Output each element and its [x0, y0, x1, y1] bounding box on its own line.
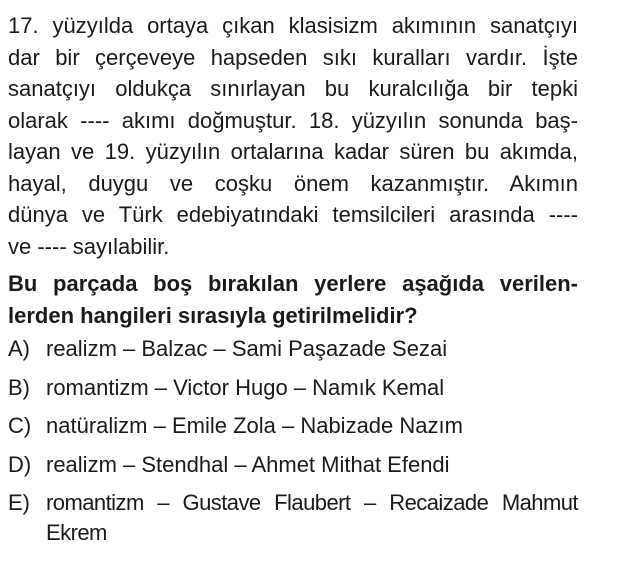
- question-prompt: [8, 268, 578, 331]
- option-letter: A): [8, 336, 30, 361]
- option-text: realizm – Balzac – Sami Paşazade Sezai: [46, 336, 448, 361]
- option-c[interactable]: [8, 411, 578, 441]
- prompt-line: lerden hangileri sırasıyla getirilmelidir?: [8, 302, 418, 328]
- passage-line: dünya ve Türk edebiyatındaki temsilcileri arasında ----: [8, 202, 578, 227]
- option-text: romantizm – Gustave Flaubert – Recaizade Mahmut Ekrem: [46, 490, 578, 545]
- answer-options: [8, 334, 578, 548]
- passage-line: ve ---- sayılabilir.: [8, 233, 170, 259]
- option-b[interactable]: [8, 373, 578, 403]
- option-letter: D): [8, 451, 32, 477]
- option-letter: B): [8, 374, 30, 400]
- option-letter: E): [8, 490, 30, 515]
- passage: [8, 10, 578, 262]
- question: [8, 10, 578, 557]
- passage-line: 17. yüzyılda ortaya çıkan klasisizm akımının sanatçıyı: [8, 13, 578, 38]
- passage-line: dar bir çerçeveye hapseden sıkı kuralları vardır. İşte: [8, 44, 578, 70]
- option-text: natüralizm – Emile Zola – Nabizade Nazım: [46, 413, 463, 438]
- passage-line: layan ve 19. yüzyılın ortalarına kadar süren bu akımda,: [8, 139, 578, 164]
- option-text: realizm – Stendhal – Ahmet Mithat Efendi: [46, 451, 450, 477]
- option-text: romantizm – Victor Hugo – Namık Kemal: [46, 374, 445, 400]
- option-letter: C): [8, 413, 32, 438]
- passage-line: olarak ---- akımı doğmuştur. 18. yüzyılın sonunda baş-: [8, 107, 578, 133]
- option-d[interactable]: [8, 450, 578, 480]
- prompt-line: Bu parçada boş bırakılan yerlere aşağıda verilen-: [8, 271, 578, 296]
- option-a[interactable]: [8, 334, 578, 364]
- passage-line: sanatçıyı oldukça sınırlayan bu kuralcılığa bir tepki: [8, 76, 578, 101]
- option-e[interactable]: [8, 488, 578, 548]
- passage-line: hayal, duygu ve coşku önem kazanmıştır. Akımın: [8, 170, 578, 196]
